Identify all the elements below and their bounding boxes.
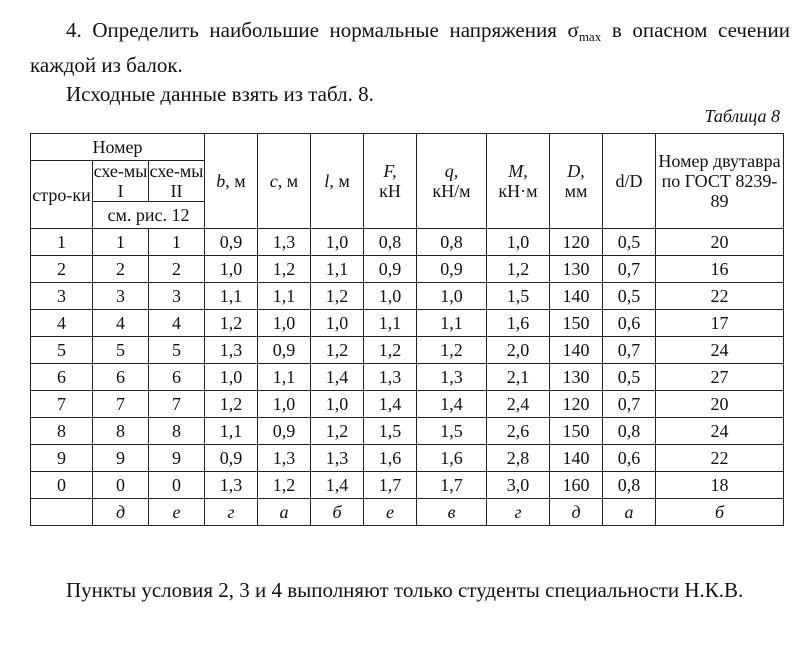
table-cell: 0,9 xyxy=(205,445,258,472)
header-d-ratio: d/D xyxy=(603,134,656,229)
table-cell: 1,0 xyxy=(311,310,364,337)
table-cell: 0,9 xyxy=(417,256,487,283)
footer-cell: а xyxy=(258,499,311,526)
table-cell: 140 xyxy=(550,283,603,310)
table-cell: 0,9 xyxy=(205,229,258,256)
table-cell: 140 xyxy=(550,337,603,364)
table-cell: 4 xyxy=(31,310,93,337)
table-cell: 0,6 xyxy=(603,310,656,337)
table-cell: 17 xyxy=(656,310,784,337)
sigma-subscript: max xyxy=(578,29,602,44)
footer-cell: б xyxy=(656,499,784,526)
table-cell: 1,3 xyxy=(311,445,364,472)
table-cell: 0,8 xyxy=(417,229,487,256)
table-cell: 0,6 xyxy=(603,445,656,472)
table-row xyxy=(31,337,784,364)
table-cell: 1,3 xyxy=(417,364,487,391)
table-cell: 1,0 xyxy=(258,391,311,418)
table-cell: 1,7 xyxy=(417,472,487,499)
table-cell: 0,5 xyxy=(603,364,656,391)
table-row xyxy=(31,364,784,391)
table-cell: 2,4 xyxy=(487,391,550,418)
table-cell: 9 xyxy=(149,445,205,472)
table-cell: 1,2 xyxy=(311,283,364,310)
table-cell: 1,1 xyxy=(417,310,487,337)
footer-cell: б xyxy=(311,499,364,526)
table-cell: 0 xyxy=(93,472,149,499)
header-schemy-1: схе-мы I xyxy=(93,161,148,201)
table-cell: 0,9 xyxy=(258,337,311,364)
header-b: b, м xyxy=(205,134,258,229)
header-l: l, м xyxy=(311,134,364,229)
source-paragraph: Исходные данные взять из табл. 8. xyxy=(66,82,374,106)
table-cell: 27 xyxy=(656,364,784,391)
table-cell: 6 xyxy=(93,364,149,391)
footer-cell: е xyxy=(149,499,205,526)
footer-cell: а xyxy=(603,499,656,526)
table-row xyxy=(31,283,784,310)
table-cell: 0,8 xyxy=(603,418,656,445)
table-cell: 1,0 xyxy=(311,391,364,418)
table-cell: 1,1 xyxy=(258,364,311,391)
header-gost: Номер двутавра по ГОСТ 8239-89 xyxy=(656,134,784,229)
table-cell: 9 xyxy=(93,445,149,472)
table-cell: 0,9 xyxy=(258,418,311,445)
table-row xyxy=(31,310,784,337)
table-cell: 160 xyxy=(550,472,603,499)
table-cell: 1,0 xyxy=(258,310,311,337)
table-cell: 1,2 xyxy=(205,310,258,337)
table-cell: 8 xyxy=(93,418,149,445)
table-cell: 0,7 xyxy=(603,337,656,364)
table-cell: 7 xyxy=(149,391,205,418)
table-cell: 1,0 xyxy=(311,229,364,256)
table-cell: 4 xyxy=(149,310,205,337)
table-cell: 1,6 xyxy=(364,445,417,472)
header-f: F, кН xyxy=(364,134,417,229)
table-row xyxy=(31,229,784,256)
table-cell: 1 xyxy=(93,229,149,256)
table-cell: 150 xyxy=(550,310,603,337)
table-cell: 2 xyxy=(93,256,149,283)
table-cell: 1,1 xyxy=(205,418,258,445)
table-cell: 24 xyxy=(656,337,784,364)
table-cell: 1,2 xyxy=(205,391,258,418)
table-cell: 120 xyxy=(550,391,603,418)
table-cell: 0,7 xyxy=(603,391,656,418)
table-cell: 18 xyxy=(656,472,784,499)
table-cell: 0,5 xyxy=(603,229,656,256)
table-cell: 0 xyxy=(31,472,93,499)
table-cell: 4 xyxy=(93,310,149,337)
header-d: D, мм xyxy=(550,134,603,229)
table-cell: 8 xyxy=(31,418,93,445)
table-cell: 3 xyxy=(93,283,149,310)
table-cell: 1,4 xyxy=(417,391,487,418)
table-row xyxy=(31,391,784,418)
table-cell: 1,1 xyxy=(258,283,311,310)
table-cell: 1,6 xyxy=(487,310,550,337)
table-cell: 140 xyxy=(550,445,603,472)
table-cell: 0,9 xyxy=(364,256,417,283)
footer-cell: г xyxy=(205,499,258,526)
table-cell: 9 xyxy=(31,445,93,472)
table-cell: 0,8 xyxy=(364,229,417,256)
table-cell: 1,0 xyxy=(364,283,417,310)
table-cell: 130 xyxy=(550,256,603,283)
header-m: M, кН·м xyxy=(487,134,550,229)
table-cell: 1,2 xyxy=(311,337,364,364)
table-cell: 1,1 xyxy=(311,256,364,283)
table-cell: 2,1 xyxy=(487,364,550,391)
table-cell: 5 xyxy=(93,337,149,364)
table-cell: 1 xyxy=(149,229,205,256)
table-cell: 1,2 xyxy=(417,337,487,364)
table-cell: 22 xyxy=(656,283,784,310)
table-cell: 1,2 xyxy=(487,256,550,283)
footer-cell: д xyxy=(550,499,603,526)
table-cell: 20 xyxy=(656,229,784,256)
table-cell: 1,2 xyxy=(364,337,417,364)
table-caption: Таблица 8 xyxy=(704,106,780,126)
table-cell: 6 xyxy=(31,364,93,391)
task-paragraph: 4. Определить наибольшие нормальные напряжения $\sigma_{max}$ в опасном сечении каждой из балок. xyxy=(30,18,790,77)
table-cell: 1,3 xyxy=(205,337,258,364)
table-cell: 7 xyxy=(31,391,93,418)
table-cell: 2,6 xyxy=(487,418,550,445)
table-cell: 1,3 xyxy=(258,229,311,256)
table-cell: 1,3 xyxy=(364,364,417,391)
table-cell: 1,4 xyxy=(311,472,364,499)
table-row xyxy=(31,256,784,283)
header-see-fig: см. рис. 12 xyxy=(93,202,205,229)
table-cell: 1,1 xyxy=(364,310,417,337)
table-cell: 130 xyxy=(550,364,603,391)
table-cell: 1,0 xyxy=(417,283,487,310)
table-cell: 3 xyxy=(149,283,205,310)
table-cell: 1,5 xyxy=(487,283,550,310)
table-cell: 120 xyxy=(550,229,603,256)
table-cell: 1,3 xyxy=(205,472,258,499)
footer-cell: г xyxy=(487,499,550,526)
table-cell: 2 xyxy=(31,256,93,283)
table-cell: 6 xyxy=(149,364,205,391)
table-cell: 1,7 xyxy=(364,472,417,499)
footer-cell: е xyxy=(364,499,417,526)
table-cell: 1,2 xyxy=(258,472,311,499)
table-cell: 1,6 xyxy=(417,445,487,472)
table-cell: 1,4 xyxy=(364,391,417,418)
header-c: c, м xyxy=(258,134,311,229)
header-schemy-2: схе-мы II xyxy=(149,161,204,201)
footer-cell xyxy=(31,499,93,526)
table-cell: 1,3 xyxy=(258,445,311,472)
table-cell: 20 xyxy=(656,391,784,418)
table-cell: 0,7 xyxy=(603,256,656,283)
table-cell: 1,0 xyxy=(205,364,258,391)
table-cell: 1 xyxy=(31,229,93,256)
table-cell: 8 xyxy=(149,418,205,445)
table-cell: 0 xyxy=(149,472,205,499)
header-nomer: Номер xyxy=(31,134,205,161)
table-cell: 1,5 xyxy=(417,418,487,445)
table-cell: 150 xyxy=(550,418,603,445)
footer-cell: д xyxy=(93,499,149,526)
table-cell: 2,8 xyxy=(487,445,550,472)
table-cell: 0,8 xyxy=(603,472,656,499)
table-cell: 3 xyxy=(31,283,93,310)
table-row xyxy=(31,445,784,472)
table-cell: 24 xyxy=(656,418,784,445)
table-cell: 1,1 xyxy=(205,283,258,310)
table-cell: 22 xyxy=(656,445,784,472)
table-cell: 7 xyxy=(93,391,149,418)
table-cell: 1,5 xyxy=(364,418,417,445)
header-q: q, кН/м xyxy=(417,134,487,229)
data-table xyxy=(30,133,784,526)
sigma-symbol: σ xyxy=(567,18,579,42)
table-cell: 2 xyxy=(149,256,205,283)
table-cell: 1,0 xyxy=(487,229,550,256)
table-cell: 3,0 xyxy=(487,472,550,499)
table-footer-row xyxy=(31,499,784,526)
table-cell: 16 xyxy=(656,256,784,283)
footer-cell: в xyxy=(417,499,487,526)
table-cell: 2,0 xyxy=(487,337,550,364)
table-cell: 5 xyxy=(31,337,93,364)
table-cell: 5 xyxy=(149,337,205,364)
table-cell: 1,0 xyxy=(205,256,258,283)
table-row xyxy=(31,472,784,499)
header-stroki: стро-ки xyxy=(31,161,93,229)
table-cell: 1,2 xyxy=(258,256,311,283)
table-row xyxy=(31,418,784,445)
table-cell: 1,2 xyxy=(311,418,364,445)
note-paragraph: Пункты условия 2, 3 и 4 выполняют только студенты специальности Н.К.В. xyxy=(66,578,744,602)
table-cell: 1,4 xyxy=(311,364,364,391)
table-cell: 0,5 xyxy=(603,283,656,310)
